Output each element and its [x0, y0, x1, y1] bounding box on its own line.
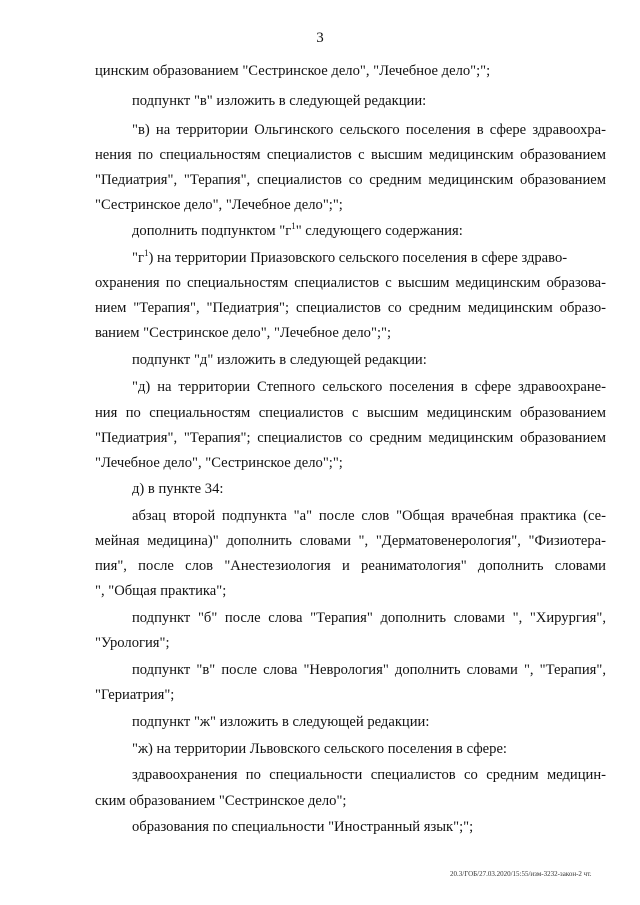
- text-line: ния по специальностям специалистов с высшим медицинским образованием: [95, 405, 606, 421]
- text-line: "$г^1$) на территории Приазовского сельского поселения в сфере здраво-: [132, 248, 568, 266]
- text-line: ским образованием "Сестринское дело";: [95, 793, 347, 809]
- text-line: "в) на территории Ольгинского сельского поселения в сфере здравоохра-: [132, 122, 606, 138]
- text-line: "ж) на территории Львовского сельского поселения в сфере:: [132, 741, 507, 757]
- text-line: "Урология";: [95, 635, 170, 651]
- text-line: абзац второй подпункта "а" после слов "Общая врачебная практика (се-: [132, 508, 606, 524]
- text-line: образования по специальности "Иностранный язык";";: [132, 819, 474, 835]
- text-line: цинским образованием "Сестринское дело", "Лечебное дело";";: [95, 63, 491, 79]
- text-line: "Лечебное дело", "Сестринское дело";";: [95, 455, 343, 471]
- text-line: "Педиатрия", "Терапия"; специалистов со средним медицинским образованием: [95, 430, 606, 446]
- text-line: подпункт "ж" изложить в следующей редакции:: [132, 714, 430, 730]
- text-line: "Гериатрия";: [95, 687, 175, 703]
- document-footer: 20.3/ГОБ/27.03.2020/15:55/изм-3232-закон-2 чт.: [450, 870, 592, 878]
- text-line: "Педиатрия", "Терапия", специалистов со средним медицинским образованием: [95, 172, 606, 188]
- text-line: "д) на территории Степного сельского поселения в сфере здравоохране-: [132, 379, 606, 395]
- text-line: охранения по специальностям специалистов с высшим медицинским образова-: [95, 275, 606, 291]
- text-line: здравоохранения по специальности специалистов со средним медицин-: [132, 767, 606, 783]
- superscript: 1: [291, 221, 296, 232]
- text-line: нием "Терапия", "Педиатрия"; специалистов со средним медицинским образо-: [95, 300, 606, 316]
- text-line: подпункт "д" изложить в следующей редакции:: [132, 352, 427, 368]
- text-line: нения по специальностям специалистов с высшим медицинским образованием: [95, 147, 606, 163]
- text-line: д) в пункте 34:: [132, 481, 224, 497]
- text-line: ", "Общая практика";: [95, 583, 227, 599]
- text-line: подпункт "в" изложить в следующей редакции:: [132, 93, 427, 109]
- text-line: мейная медицина)" дополнить словами ", "Дерматовенерология", "Физиотера-: [95, 533, 606, 549]
- text-line: пия", после слов "Анестезиология и реаниматология" дополнить словами: [95, 558, 606, 574]
- page-number: 3: [316, 30, 324, 46]
- text-line: ванием "Сестринское дело", "Лечебное дело";";: [95, 325, 392, 341]
- text-line: "Сестринское дело", "Лечебное дело";";: [95, 197, 343, 213]
- text-line: дополнить подпунктом "$г^1$" следующего содержания:: [132, 221, 463, 239]
- superscript: 1: [143, 248, 149, 259]
- text-line: подпункт "б" после слова "Терапия" дополнить словами ", "Хирургия",: [132, 610, 606, 626]
- text-line: подпункт "в" после слова "Неврология" дополнить словами ", "Терапия",: [132, 662, 606, 678]
